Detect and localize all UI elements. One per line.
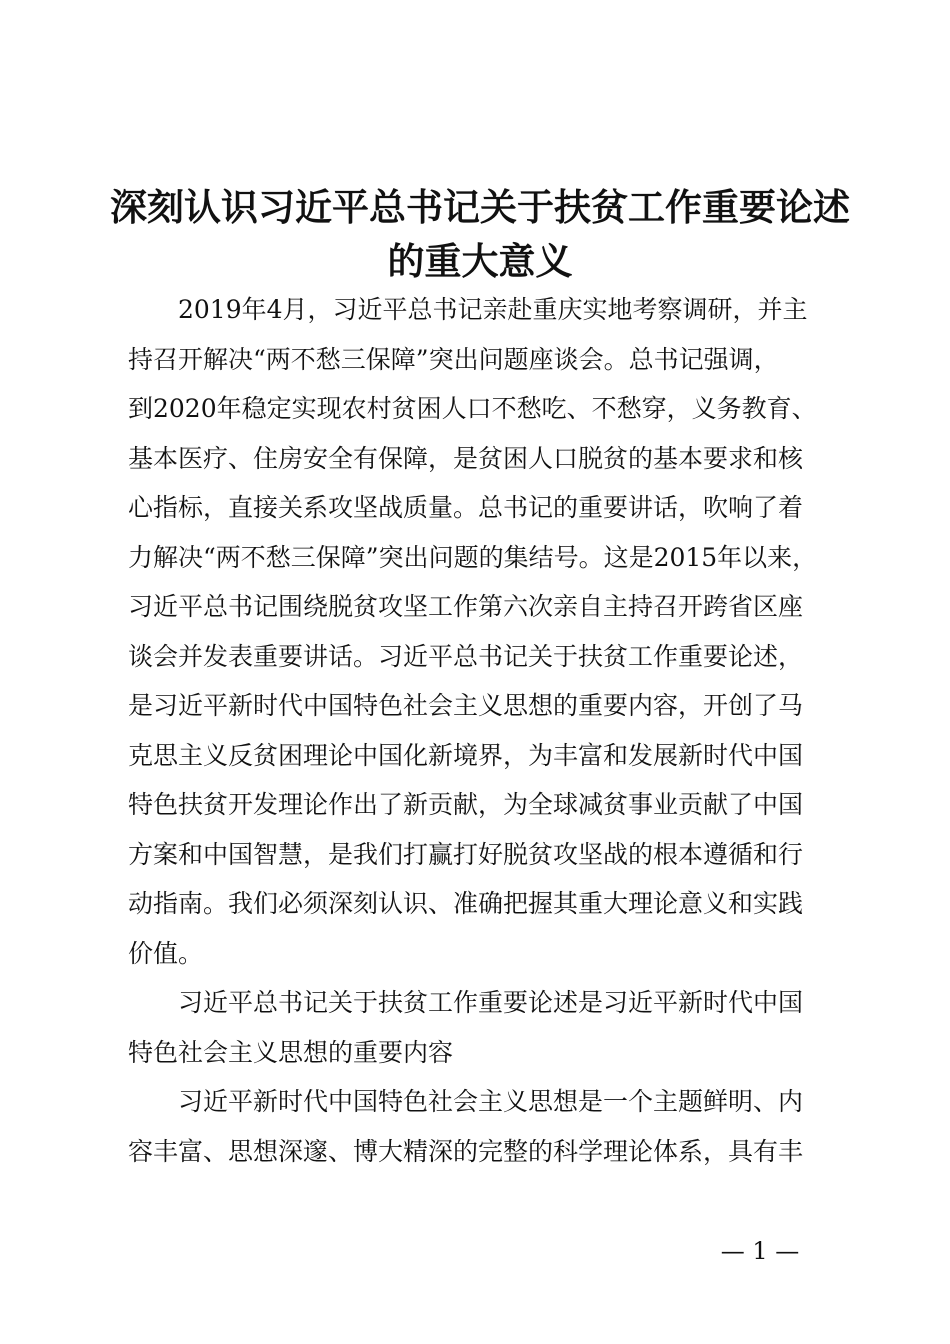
text-line: 心指标，直接关系攻坚战质量。总书记的重要讲话，吹响了着 [128,493,804,522]
document-title [110,180,850,288]
text-line: 习近平总书记围绕脱贫攻坚工作第六次亲自主持召开跨省区座 [128,592,804,621]
text-line: 基本医疗、住房安全有保障，是贫困人口脱贫的基本要求和核 [128,443,804,473]
text-line: 谈会并发表重要讲话。习近平总书记关于扶贫工作重要论述， [128,641,804,671]
text-line: 习近平总书记关于扶贫工作重要论述是习近平新时代中国 [128,988,804,1017]
text-line: 容丰富、思想深邃、博大精深的完整的科学理论体系，具有丰 [128,1136,804,1166]
text-line: 2019年4月，习近平总书记亲赴重庆实地考察调研，并主 [128,295,808,324]
text-line: 克思主义反贫困理论中国化新境界，为丰富和发展新时代中国 [128,740,804,770]
text-line: 是习近平新时代中国特色社会主义思想的重要内容，开创了马 [128,691,804,720]
text-line: 动指南。我们必须深刻认识、准确把握其重大理论意义和实践 [128,889,804,918]
text-line: 特色社会主义思想的重要内容 [128,1037,454,1067]
document-body [128,285,834,1176]
text-line: 价值。 [128,938,204,968]
paragraph-1 [128,285,834,978]
text-line: 特色扶贫开发理论作出了新贡献，为全球减贫事业贡献了中国 [128,790,804,819]
text-line: 持召开解决“两不愁三保障”突出问题座谈会。总书记强调， [128,344,779,374]
page-number: — 1 — [720,1237,800,1265]
paragraph-3 [128,1077,834,1176]
title-line: 的重大意义 [387,239,573,283]
title-line: 深刻认识习近平总书记关于扶贫工作重要论述 [110,185,850,229]
text-line: 到2020年稳定实现农村贫困人口不愁吃、不愁穿，义务教育、 [128,394,817,423]
text-line: 习近平新时代中国特色社会主义思想是一个主题鲜明、内 [128,1087,804,1116]
text-line: 力解决“两不愁三保障”突出问题的集结号。这是2015年以来， [128,542,818,572]
text-line: 方案和中国智慧，是我们打赢打好脱贫攻坚战的根本遵循和行 [128,839,804,869]
paragraph-2-heading [128,978,834,1077]
